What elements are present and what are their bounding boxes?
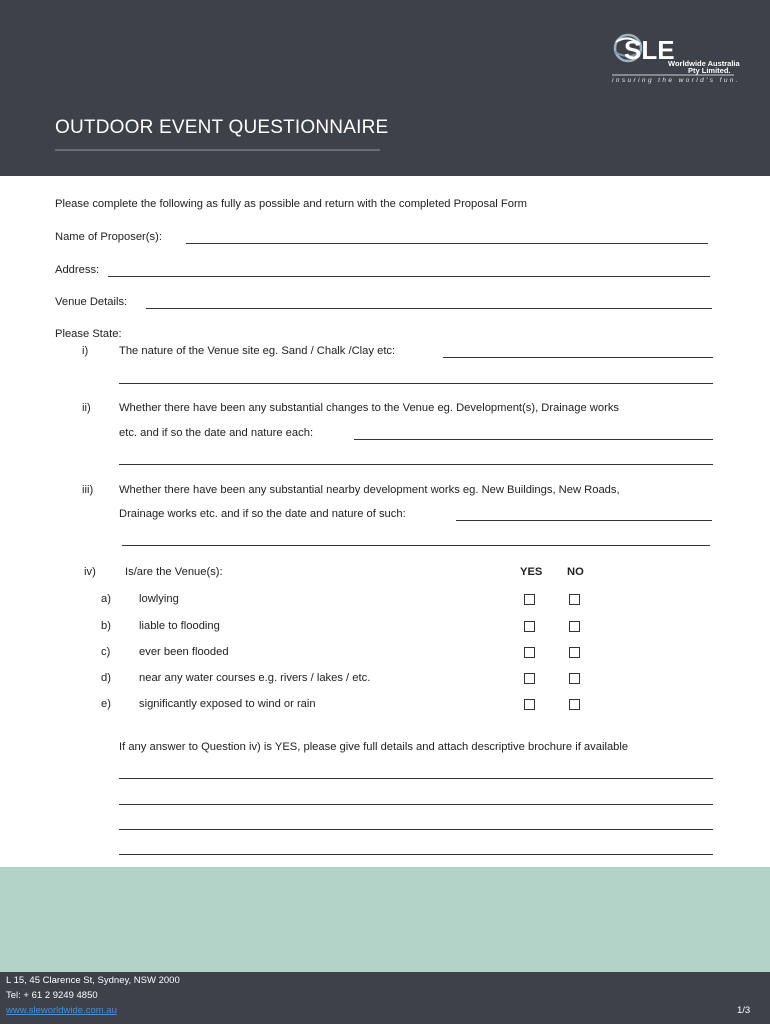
q1-field-continued[interactable]	[119, 383, 713, 384]
q1-field[interactable]	[443, 357, 713, 358]
venue-field[interactable]	[146, 308, 712, 309]
q1-number: i)	[82, 345, 89, 357]
q3-number: iii)	[82, 484, 94, 496]
logo-tagline: insuring the world's fun.	[612, 77, 741, 84]
page-header	[0, 0, 770, 176]
q3-text-line1: Whether there have been any substantial nearby development works eg. New Buildings, New Roads,	[119, 484, 620, 496]
address-field[interactable]	[108, 276, 710, 277]
details-field-line[interactable]	[119, 829, 713, 830]
option-letter: b)	[101, 620, 111, 632]
option-d-no-checkbox[interactable]	[569, 673, 580, 684]
q4-number: iv)	[84, 566, 96, 578]
proposer-label: Name of Proposer(s):	[55, 231, 162, 243]
q2-text-line2: etc. and if so the date and nature each:	[119, 427, 314, 439]
yes-column-header: YES	[520, 566, 543, 578]
q4-text: Is/are the Venue(s):	[125, 566, 223, 578]
page-footer	[0, 972, 770, 1024]
svg-text:SLE: SLE	[624, 35, 675, 65]
q2-field[interactable]	[354, 439, 713, 440]
venue-label: Venue Details:	[55, 296, 128, 308]
option-text: ever been flooded	[139, 646, 229, 658]
option-letter: d)	[101, 672, 111, 684]
decorative-band	[0, 867, 770, 972]
title-underline	[55, 149, 380, 151]
option-letter: c)	[101, 646, 111, 658]
q1-text: The nature of the Venue site eg. Sand / Chalk /Clay etc:	[119, 345, 396, 357]
q3-text-line2: Drainage works etc. and if so the date and nature of such:	[119, 508, 406, 520]
svg-text:Pty Limited.: Pty Limited.	[688, 66, 731, 75]
option-a-yes-checkbox[interactable]	[524, 594, 535, 605]
q2-number: ii)	[82, 402, 91, 414]
option-c-no-checkbox[interactable]	[569, 647, 580, 658]
details-instruction: If any answer to Question iv) is YES, please give full details and attach descriptive brochure if available	[119, 741, 629, 753]
q3-field-continued[interactable]	[122, 545, 710, 546]
footer-website-link[interactable]: www.sleworldwide.com.au	[6, 1005, 117, 1016]
option-e-yes-checkbox[interactable]	[524, 699, 535, 710]
please-state-label: Please State:	[55, 328, 122, 340]
details-field-line[interactable]	[119, 778, 713, 779]
option-text: near any water courses e.g. rivers / lakes / etc.	[139, 672, 371, 684]
option-letter: a)	[101, 593, 111, 605]
details-field-line[interactable]	[119, 804, 713, 805]
page-title: OUTDOOR EVENT QUESTIONNAIRE	[55, 117, 389, 138]
address-label: Address:	[55, 264, 100, 276]
q2-field-continued[interactable]	[119, 464, 713, 465]
no-column-header: NO	[567, 566, 584, 578]
option-text: significantly exposed to wind or rain	[139, 698, 316, 710]
option-e-no-checkbox[interactable]	[569, 699, 580, 710]
proposer-field[interactable]	[186, 243, 708, 244]
option-text: liable to flooding	[139, 620, 220, 632]
option-text: lowlying	[139, 593, 179, 605]
option-a-no-checkbox[interactable]	[569, 594, 580, 605]
svg-text:Worldwide Australia: Worldwide Australia	[668, 59, 740, 68]
intro-text: Please complete the following as fully as possible and return with the completed Proposal Form	[55, 198, 527, 210]
option-b-no-checkbox[interactable]	[569, 621, 580, 632]
page-number: 1/3	[737, 1005, 751, 1016]
option-letter: e)	[101, 698, 111, 710]
option-d-yes-checkbox[interactable]	[524, 673, 535, 684]
footer-tel: Tel: + 61 2 9249 4850	[6, 990, 98, 1001]
details-field-line[interactable]	[119, 854, 713, 855]
q2-text-line1: Whether there have been any substantial changes to the Venue eg. Development(s), Drainage works	[119, 402, 620, 414]
footer-address: L 15, 45 Clarence St, Sydney, NSW 2000	[6, 975, 180, 986]
option-c-yes-checkbox[interactable]	[524, 647, 535, 658]
option-b-yes-checkbox[interactable]	[524, 621, 535, 632]
q3-field[interactable]	[456, 520, 712, 521]
